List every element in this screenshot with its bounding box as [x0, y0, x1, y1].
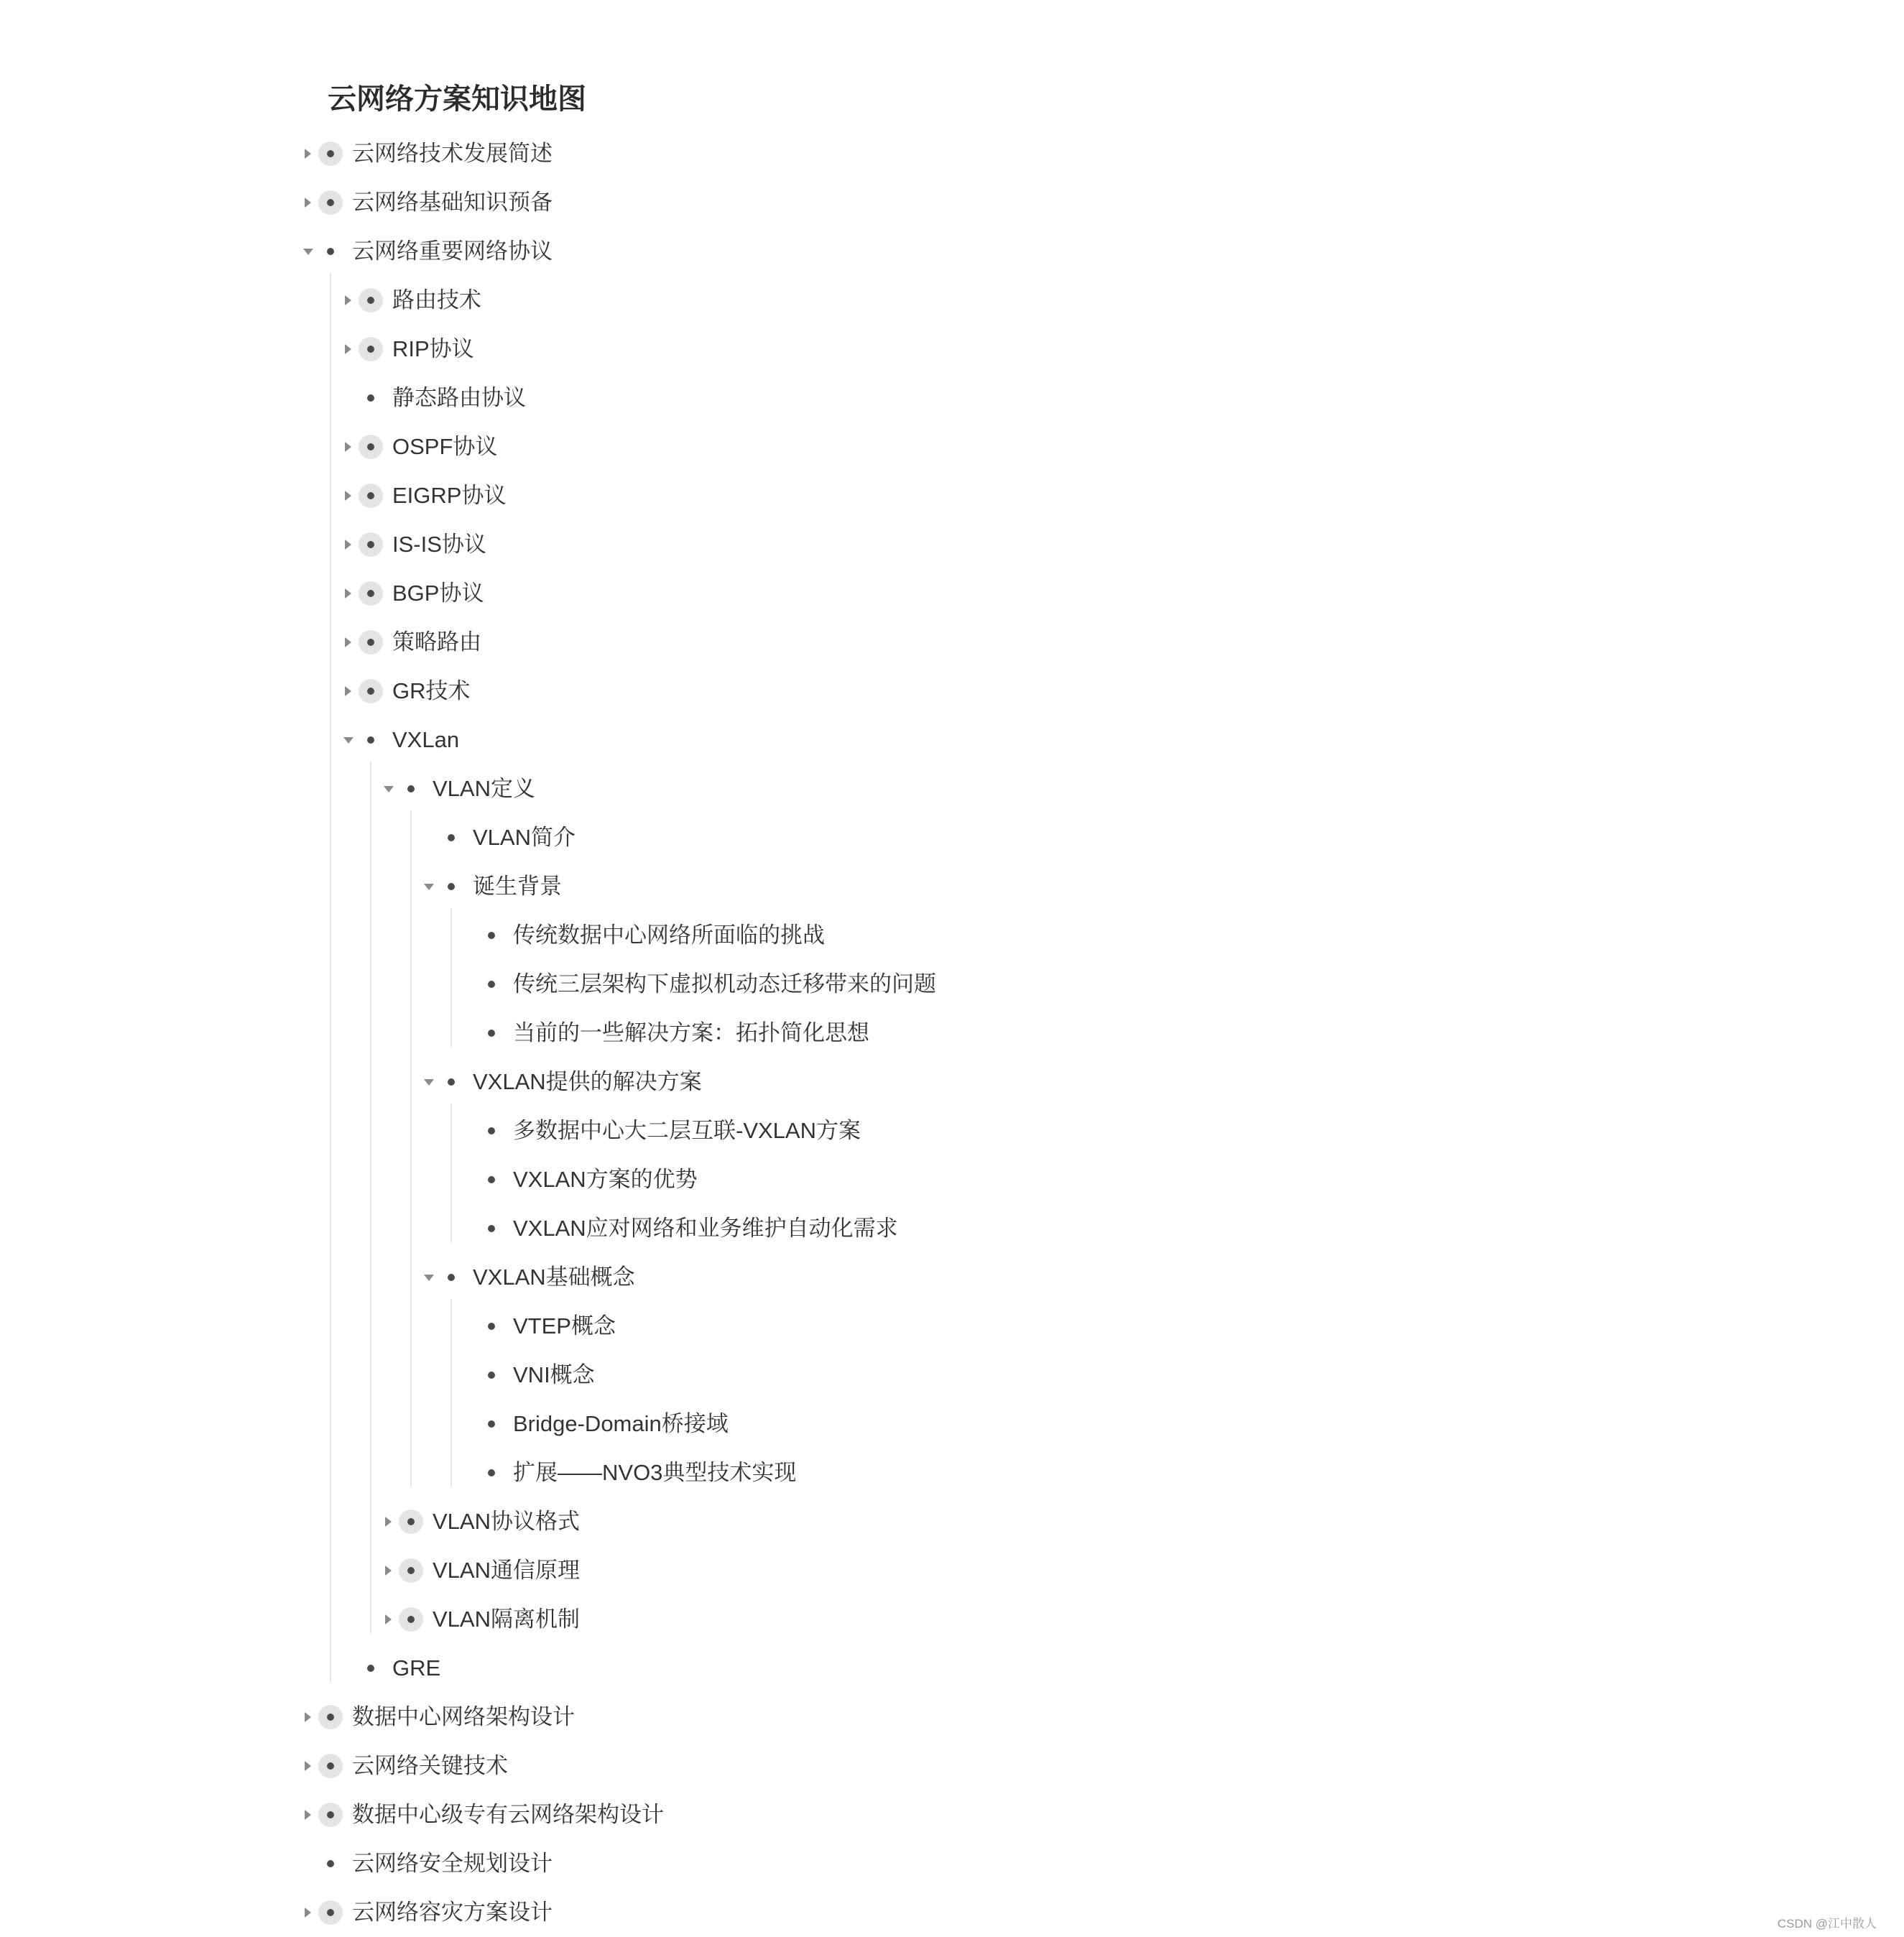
- outline-node-label[interactable]: 路由技术: [392, 287, 481, 313]
- indent-guide-line: [450, 1299, 452, 1487]
- outline-node[interactable]: [342, 572, 1348, 615]
- outline-node-label[interactable]: VLAN简介: [473, 825, 576, 850]
- bullet-icon[interactable]: [448, 834, 455, 841]
- outline-node-label[interactable]: 传统三层架构下虚拟机动态迁移带来的问题: [513, 971, 936, 997]
- bullet-icon[interactable]: [488, 1323, 495, 1330]
- outline-node[interactable]: [342, 718, 1348, 762]
- expand-arrow-icon[interactable]: [305, 1712, 311, 1722]
- bullet-icon[interactable]: [488, 1127, 495, 1134]
- expand-arrow-icon[interactable]: [305, 1810, 311, 1820]
- bullet-icon[interactable]: [367, 590, 374, 597]
- outline-node[interactable]: [342, 474, 1348, 517]
- watermark: CSDN @江中散人: [1777, 1917, 1877, 1931]
- outline-node[interactable]: [463, 1451, 1469, 1494]
- outline-node[interactable]: [463, 1012, 1469, 1055]
- outline-node-label[interactable]: OSPF协议: [392, 434, 498, 459]
- outline-node-label[interactable]: VXLAN基础概念: [473, 1265, 635, 1290]
- bullet-icon[interactable]: [327, 150, 334, 157]
- outline-node[interactable]: [342, 670, 1348, 713]
- outline-node[interactable]: [342, 328, 1348, 371]
- outline-node-label[interactable]: VLAN定义: [433, 776, 535, 801]
- bullet-icon[interactable]: [367, 541, 374, 548]
- expand-arrow-icon[interactable]: [345, 442, 351, 452]
- collapse-arrow-icon[interactable]: [424, 1275, 434, 1281]
- bullet-icon[interactable]: [367, 639, 374, 646]
- outline-node[interactable]: [463, 1354, 1469, 1397]
- outline-node[interactable]: [342, 425, 1348, 468]
- outline-node-label[interactable]: GR技术: [392, 678, 471, 703]
- expand-arrow-icon[interactable]: [305, 198, 311, 208]
- outline-node[interactable]: [463, 963, 1469, 1006]
- outline-node-label[interactable]: VXLAN应对网络和业务维护自动化需求: [513, 1216, 898, 1241]
- expand-arrow-icon[interactable]: [345, 295, 351, 305]
- outline-node[interactable]: [342, 621, 1348, 664]
- outline-node-label[interactable]: IS-IS协议: [392, 532, 486, 557]
- outline-node[interactable]: [463, 1158, 1469, 1201]
- outline-node-label[interactable]: 数据中心网络架构设计: [352, 1704, 575, 1729]
- outline-node[interactable]: [422, 1256, 1428, 1299]
- outline-node-label[interactable]: 传统数据中心网络所面临的挑战: [513, 923, 825, 948]
- outline-node-label[interactable]: 云网络安全规划设计: [352, 1851, 553, 1876]
- outline-node-label[interactable]: 云网络关键技术: [352, 1753, 508, 1778]
- collapse-arrow-icon[interactable]: [343, 737, 353, 744]
- bullet-icon[interactable]: [327, 199, 334, 206]
- bullet-icon[interactable]: [407, 1616, 415, 1623]
- indent-guide-line: [330, 273, 331, 1683]
- outline-node[interactable]: [342, 1647, 1348, 1690]
- expand-arrow-icon[interactable]: [385, 1517, 392, 1527]
- outline-node[interactable]: [302, 1842, 1308, 1885]
- expand-arrow-icon[interactable]: [385, 1566, 392, 1576]
- bullet-icon[interactable]: [488, 981, 495, 988]
- expand-arrow-icon[interactable]: [345, 491, 351, 501]
- outline-node-label[interactable]: 数据中心级专有云网络架构设计: [352, 1802, 664, 1827]
- bullet-icon[interactable]: [407, 785, 415, 792]
- expand-arrow-icon[interactable]: [305, 1908, 311, 1918]
- collapse-arrow-icon[interactable]: [303, 249, 313, 255]
- outline-node[interactable]: [342, 523, 1348, 566]
- outline-node-label[interactable]: VLAN隔离机制: [433, 1607, 580, 1632]
- bullet-icon[interactable]: [367, 1665, 374, 1672]
- outline-node-label[interactable]: 多数据中心大二层互联-VXLAN方案: [513, 1118, 861, 1143]
- bullet-icon[interactable]: [488, 932, 495, 939]
- outline-node[interactable]: [302, 1696, 1308, 1739]
- collapse-arrow-icon[interactable]: [384, 786, 394, 792]
- bullet-icon[interactable]: [367, 492, 374, 499]
- outline-node[interactable]: [463, 1109, 1469, 1152]
- outline-node-label[interactable]: VTEP概念: [513, 1313, 616, 1339]
- outline-node[interactable]: [463, 1402, 1469, 1446]
- outline-node-label[interactable]: 云网络基础知识预备: [352, 190, 553, 215]
- indent-guide-line: [450, 908, 452, 1048]
- bullet-icon[interactable]: [488, 1225, 495, 1232]
- outline-node[interactable]: [463, 1305, 1469, 1348]
- outline-node-label[interactable]: 云网络容灾方案设计: [352, 1900, 553, 1925]
- outline-node-label[interactable]: VLAN协议格式: [433, 1509, 580, 1534]
- outline-node[interactable]: [342, 279, 1348, 322]
- outline-node[interactable]: [422, 865, 1428, 908]
- outline-node[interactable]: [302, 181, 1308, 224]
- bullet-icon[interactable]: [488, 1030, 495, 1037]
- bullet-icon[interactable]: [448, 883, 455, 890]
- outline-node[interactable]: [382, 1598, 1388, 1641]
- outline-node-label[interactable]: GRE: [392, 1655, 441, 1681]
- indent-guide-line: [370, 762, 371, 1634]
- bullet-icon[interactable]: [367, 688, 374, 695]
- bullet-icon[interactable]: [488, 1420, 495, 1428]
- outline-node[interactable]: [463, 914, 1469, 957]
- expand-arrow-icon[interactable]: [345, 344, 351, 354]
- page-title: 云网络方案知识地图: [328, 83, 586, 115]
- outline-node[interactable]: [302, 1744, 1308, 1788]
- outline-node-label[interactable]: VXLAN提供的解决方案: [473, 1069, 702, 1094]
- outline-node-label[interactable]: VXLan: [392, 727, 460, 752]
- outline-node[interactable]: [382, 767, 1388, 810]
- outline-node-label[interactable]: 策略路由: [392, 629, 481, 655]
- outline-node[interactable]: [422, 1060, 1428, 1104]
- bullet-icon[interactable]: [448, 1274, 455, 1281]
- outline-node-label[interactable]: 扩展——NVO3典型技术实现: [513, 1460, 797, 1485]
- bullet-icon[interactable]: [327, 1860, 334, 1867]
- outline-node-label[interactable]: VXLAN方案的优势: [513, 1167, 698, 1192]
- bullet-icon[interactable]: [367, 736, 374, 744]
- outline-node-label[interactable]: 云网络技术发展简述: [352, 141, 553, 166]
- bullet-icon[interactable]: [448, 1078, 455, 1086]
- bullet-icon[interactable]: [367, 346, 374, 353]
- expand-arrow-icon[interactable]: [385, 1614, 392, 1624]
- outline-node-label[interactable]: BGP协议: [392, 581, 484, 606]
- outline-node[interactable]: [302, 132, 1308, 175]
- outline-node-label[interactable]: 当前的一些解决方案：拓扑简化思想: [513, 1020, 869, 1045]
- bullet-icon[interactable]: [367, 394, 374, 402]
- indent-guide-line: [410, 810, 412, 1487]
- outline-node-label[interactable]: EIGRP协议: [392, 483, 507, 508]
- bullet-icon[interactable]: [367, 443, 374, 450]
- bullet-icon[interactable]: [488, 1469, 495, 1476]
- bullet-icon[interactable]: [327, 1714, 334, 1721]
- expand-arrow-icon[interactable]: [345, 588, 351, 598]
- outline-node[interactable]: [422, 816, 1428, 859]
- outline-node[interactable]: [302, 230, 1308, 273]
- expand-arrow-icon[interactable]: [345, 686, 351, 696]
- bullet-icon[interactable]: [407, 1567, 415, 1574]
- outline-node[interactable]: [463, 1207, 1469, 1250]
- bullet-icon[interactable]: [367, 297, 374, 304]
- outline-node-label[interactable]: VNI概念: [513, 1362, 595, 1387]
- bullet-icon[interactable]: [407, 1518, 415, 1525]
- outline-node-label[interactable]: 静态路由协议: [392, 385, 526, 410]
- outline-node-label[interactable]: VLAN通信原理: [433, 1558, 580, 1583]
- outline-node[interactable]: [382, 1549, 1388, 1592]
- bullet-icon[interactable]: [488, 1372, 495, 1379]
- expand-arrow-icon[interactable]: [305, 1761, 311, 1771]
- bullet-icon[interactable]: [327, 248, 334, 255]
- bullet-icon[interactable]: [327, 1762, 334, 1770]
- outline-node[interactable]: [382, 1500, 1388, 1543]
- bullet-icon[interactable]: [488, 1176, 495, 1183]
- outline-node-label[interactable]: 云网络重要网络协议: [352, 239, 553, 264]
- outline-node[interactable]: [302, 1891, 1308, 1934]
- outline-node-label[interactable]: 诞生背景: [473, 874, 562, 899]
- collapse-arrow-icon[interactable]: [424, 1079, 434, 1086]
- expand-arrow-icon[interactable]: [305, 149, 311, 159]
- indent-guide-line: [450, 1104, 452, 1243]
- outline-node-label[interactable]: RIP协议: [392, 336, 474, 361]
- outline-node[interactable]: [342, 376, 1348, 420]
- bullet-icon[interactable]: [327, 1811, 334, 1818]
- expand-arrow-icon[interactable]: [345, 637, 351, 647]
- bullet-icon[interactable]: [327, 1909, 334, 1916]
- outline-node[interactable]: [302, 1793, 1308, 1836]
- outline-node-label[interactable]: Bridge-Domain桥接域: [513, 1411, 729, 1436]
- expand-arrow-icon[interactable]: [345, 540, 351, 550]
- collapse-arrow-icon[interactable]: [424, 884, 434, 890]
